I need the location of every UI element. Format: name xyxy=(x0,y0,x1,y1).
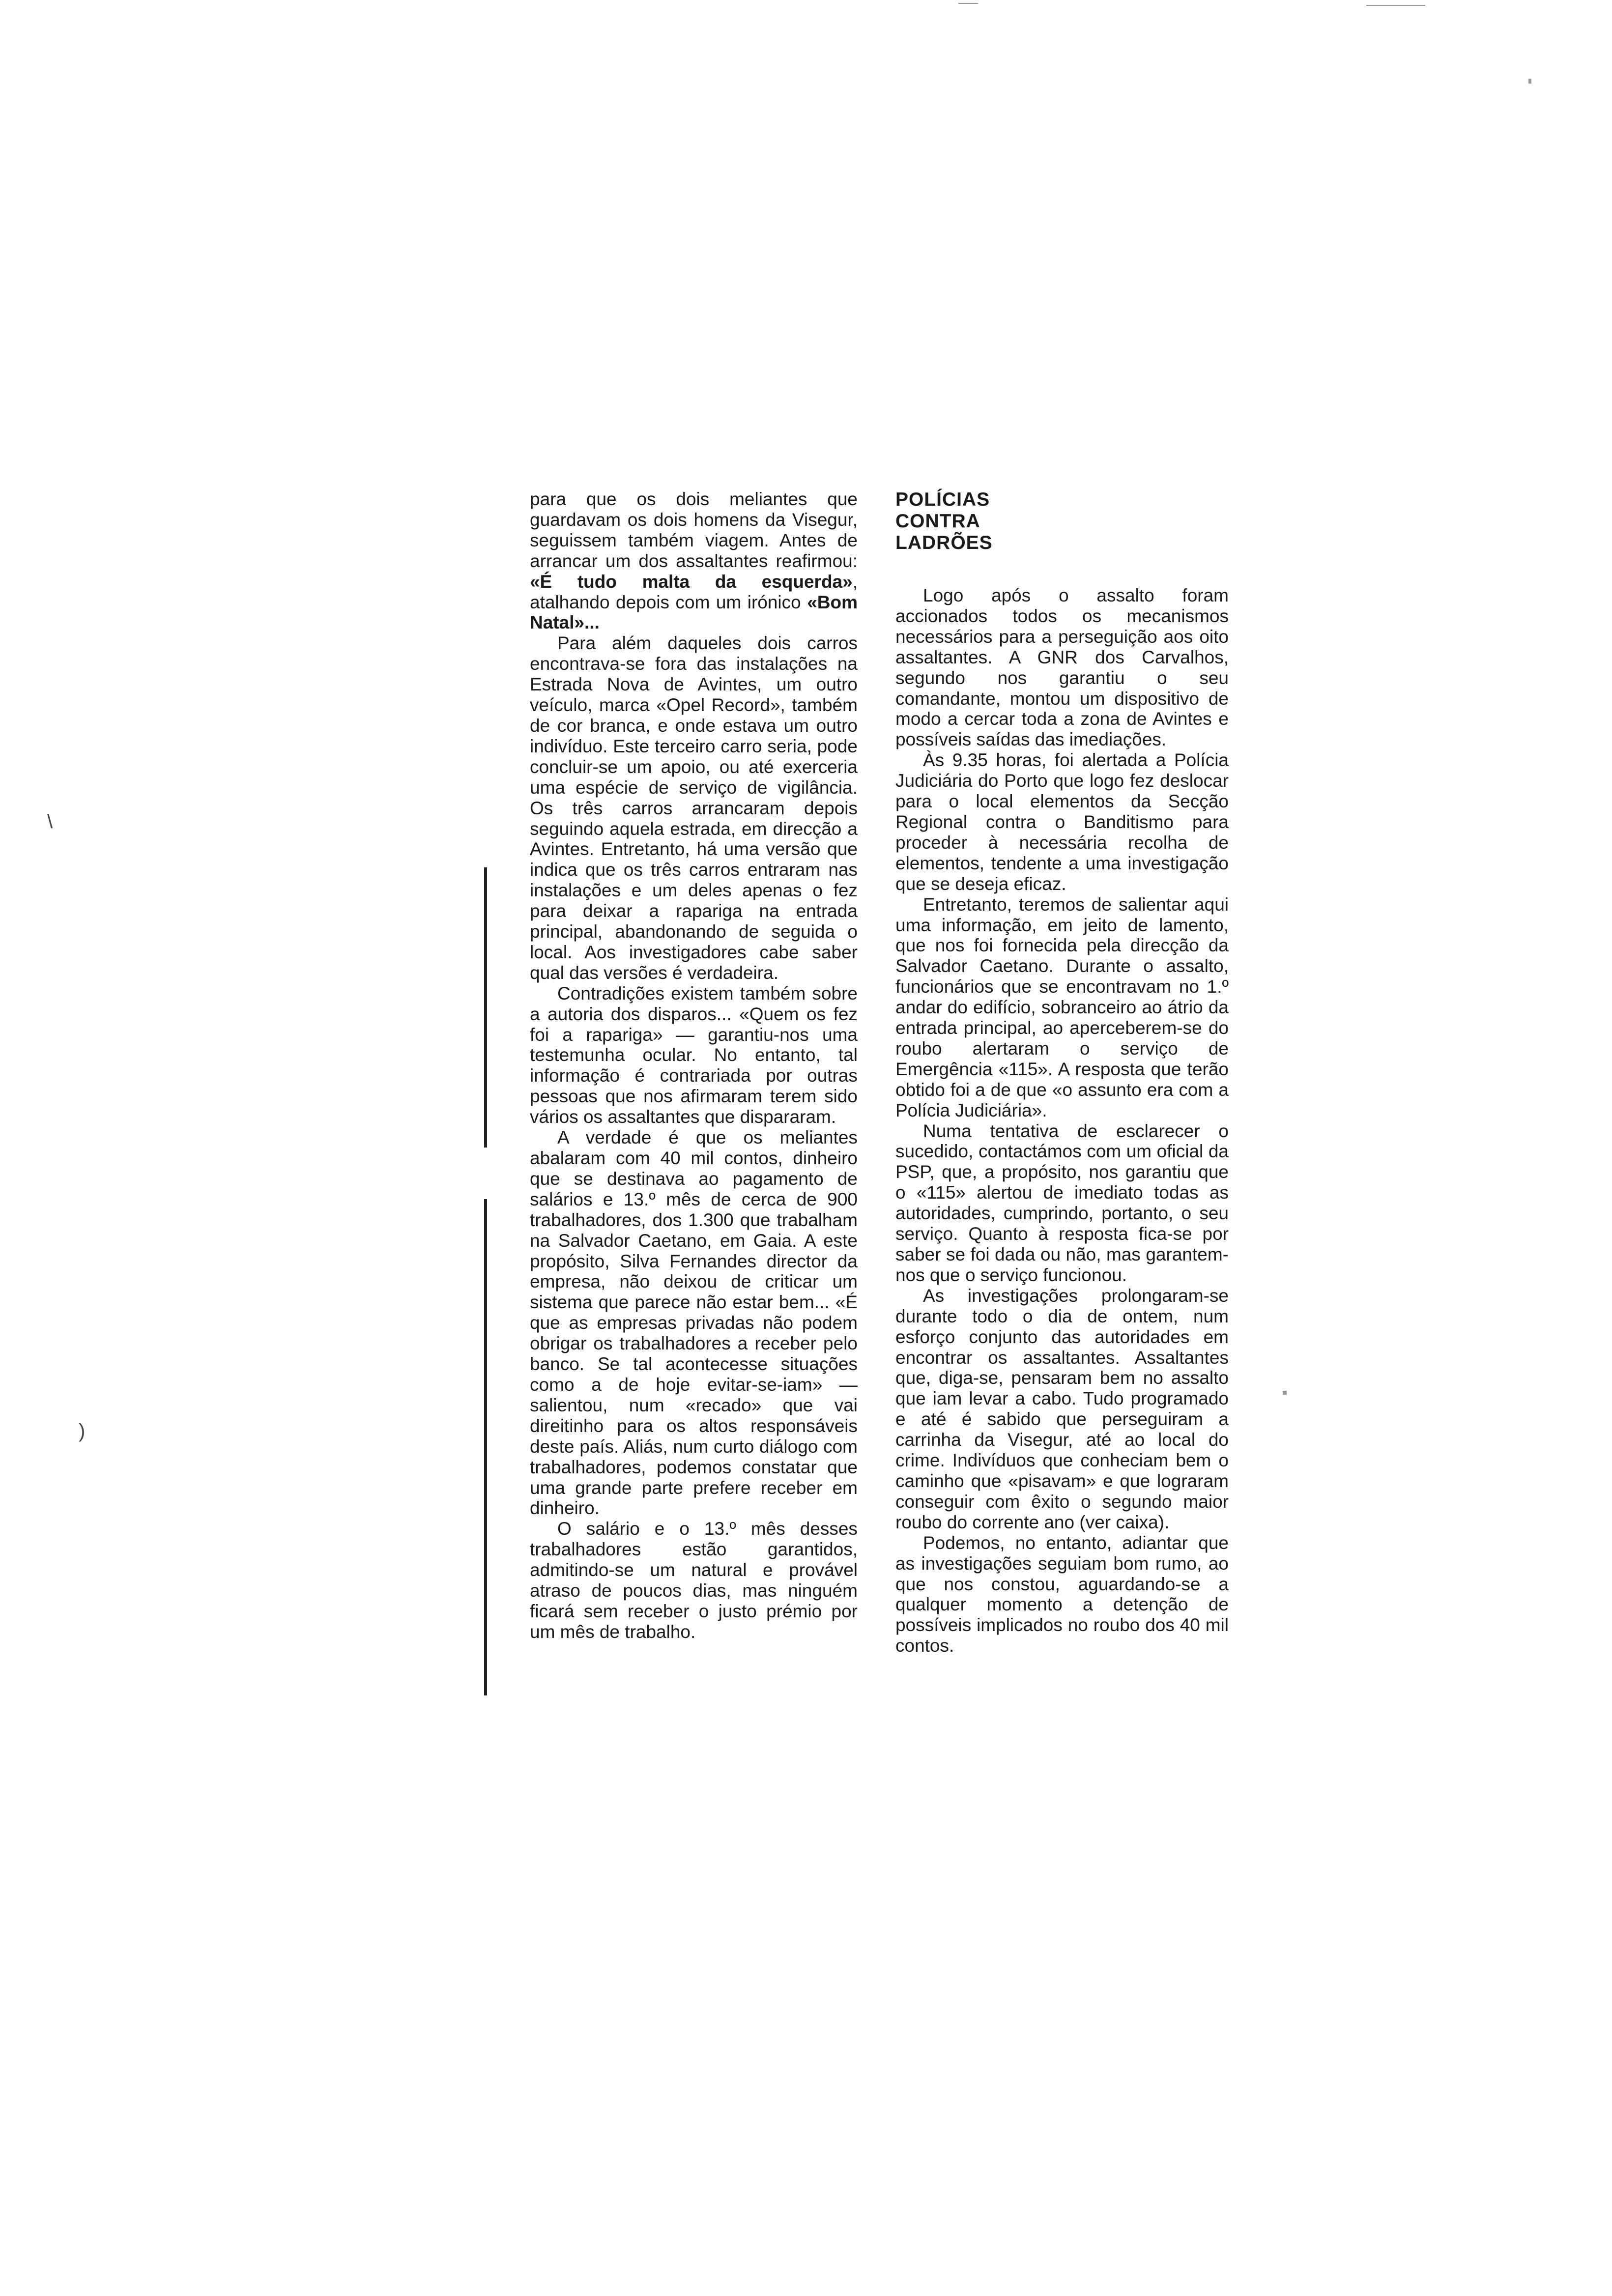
left-column xyxy=(530,489,858,1642)
left-paragraph-4: A verdade é que os meliantes abalaram com 40 mil contos, dinheiro que se destinava ao pagamento de salários e 13.º mês de cerca de 900 trabalhadores, dos 1.300 que trabalham na Salvador Caetano, em Gaia. A este propósito, Silva Fernandes director da empresa, não deixou de criticar um sistema que parece não estar bem... «É que as empresas privadas não podem obrigar os trabalhadores a receber pelo banco. Se tal acontecesse situações como a de hoje evitar-se-iam» — salientou, num «recado» que vai direitinho para os altos responsáveis deste país. Aliás, num curto diálogo com trabalhadores, podemos constatar que uma grande parte prefere receber em dinheiro. xyxy=(530,1127,858,1519)
headline-line-3: LADRÕES xyxy=(895,532,993,553)
scan-speck-top-2 xyxy=(1366,5,1425,6)
left-paragraph-5: O salário e o 13.º mês desses trabalhadores estão garantidos, admitindo-se um natural e provável atraso de poucos dias, mas ninguém ficará sem receber o justo prémio por um mês de trabalho. xyxy=(530,1519,858,1642)
right-paragraph-4: Numa tentativa de esclarecer o sucedido, contactámos com um oficial da PSP, que, a propósito, nos garantiu que o «115» alertou de imediato todas as autoridades, cumprindo, portanto, o seu serviço. Quanto à resposta fica-se por saber se foi dada ou não, mas garantem-nos que o serviço funcionou. xyxy=(895,1120,1229,1285)
left-paragraph-2: Para além daqueles dois carros encontrava-se fora das instalações na Estrada Nova de Avintes, um outro veículo, marca «Opel Record», também de cor branca, e onde estava um outro indivíduo. Este terceiro carro seria, pode concluir-se um apoio, ou até exerceria uma espécie de serviço de vigilância. Os três carros arrancaram depois seguindo aquela estrada, em direcção a Avintes. Entretanto, há uma versão que indica que os três carros entraram nas instalações e um deles apenas o fez para deixar a rapariga na entrada principal, abandonando de seguida o local. Aos investigadores cabe saber qual das versões é verdadeira. xyxy=(530,633,858,983)
right-paragraph-1: Logo após o assalto foram accionados todos os mecanismos necessários para a perseguição aos oito assaltantes. A GNR dos Carvalhos, segundo nos garantiu o seu comandante, montou um dispositivo de modo a cercar toda a zona de Avintes e possíveis saídas das imediações. xyxy=(895,585,1229,750)
right-paragraph-2: Às 9.35 horas, foi alertada a Polícia Judiciária do Porto que logo fez deslocar para o local elementos da Secção Regional contra o Banditismo para proceder à necessária recolha de elementos, tendente a uma investigação que se deseja eficaz. xyxy=(895,750,1229,894)
right-column xyxy=(895,489,1229,1656)
left-p1-quote-bom-natal: «Bom Natal»... xyxy=(530,592,858,633)
scan-speck-top-1 xyxy=(958,3,978,4)
right-paragraph-3: Entretanto, teremos de salientar aqui uma informação, em jeito de lamento, que nos foi fornecida pela direcção da Salvador Caetano. Durante o assalto, funcionários que se encontravam no 1.º andar do edifício, sobranceiro ao átrio da entrada principal, ao aperceberem-se do roubo alertaram o serviço de Emergência «115». A resposta que terão obtido foi a de que «o assunto era com a Polícia Judiciária». xyxy=(895,894,1229,1120)
right-paragraph-5: As investigações prolongaram-se durante todo o dia de ontem, num esforço conjunto das autoridades em encontrar os assaltantes. Assaltantes que, diga-se, pensaram bem no assalto que iam levar a cabo. Tudo programado e até é sabido que perseguiram a carrinha da Visegur, até ao local do crime. Indivíduos que conheciam bem o caminho que «pisavam» e que lograram conseguir com êxito o segundo maior roubo do corrente ano (ver caixa). xyxy=(895,1285,1229,1532)
scan-mark-left-lower: ) xyxy=(79,1420,86,1442)
left-paragraph-1 xyxy=(530,489,858,633)
left-paragraph-3: Contradições existem também sobre a autoria dos disparos... «Quem os fez foi a rapariga» — garantiu-nos uma testemunha ocular. No entanto, tal informação é contrariada por outras pessoas que nos afirmaram terem sido vários os assaltantes que dispararam. xyxy=(530,983,858,1127)
scan-speck-top-right xyxy=(1528,79,1531,84)
headline-line-1: POLÍCIAS xyxy=(895,489,990,510)
left-p1-text-a: para que os dois meliantes que guardavam os dois homens da Visegur, seguissem também viagem. Antes de arrancar um dos assaltantes reafirmou: xyxy=(530,489,858,571)
scan-speck-right xyxy=(1283,1391,1287,1395)
scan-mark-left-upper: \ xyxy=(47,811,53,832)
left-p1-quote-esquerda: «É tudo malta da esquerda» xyxy=(530,571,853,592)
right-paragraph-6: Podemos, no entanto, adiantar que as investigações seguiam bom rumo, ao que nos constou, aguardando-se a qualquer momento a detenção de possíveis implicados no roubo dos 40 mil contos. xyxy=(895,1532,1229,1656)
left-p1-text-b: , atalhando depois com um irónico xyxy=(530,571,858,612)
margin-bar-bottom xyxy=(484,1199,487,1695)
margin-bar-top xyxy=(484,867,487,1148)
section-headline xyxy=(895,489,1229,554)
headline-line-2: CONTRA xyxy=(895,511,980,532)
